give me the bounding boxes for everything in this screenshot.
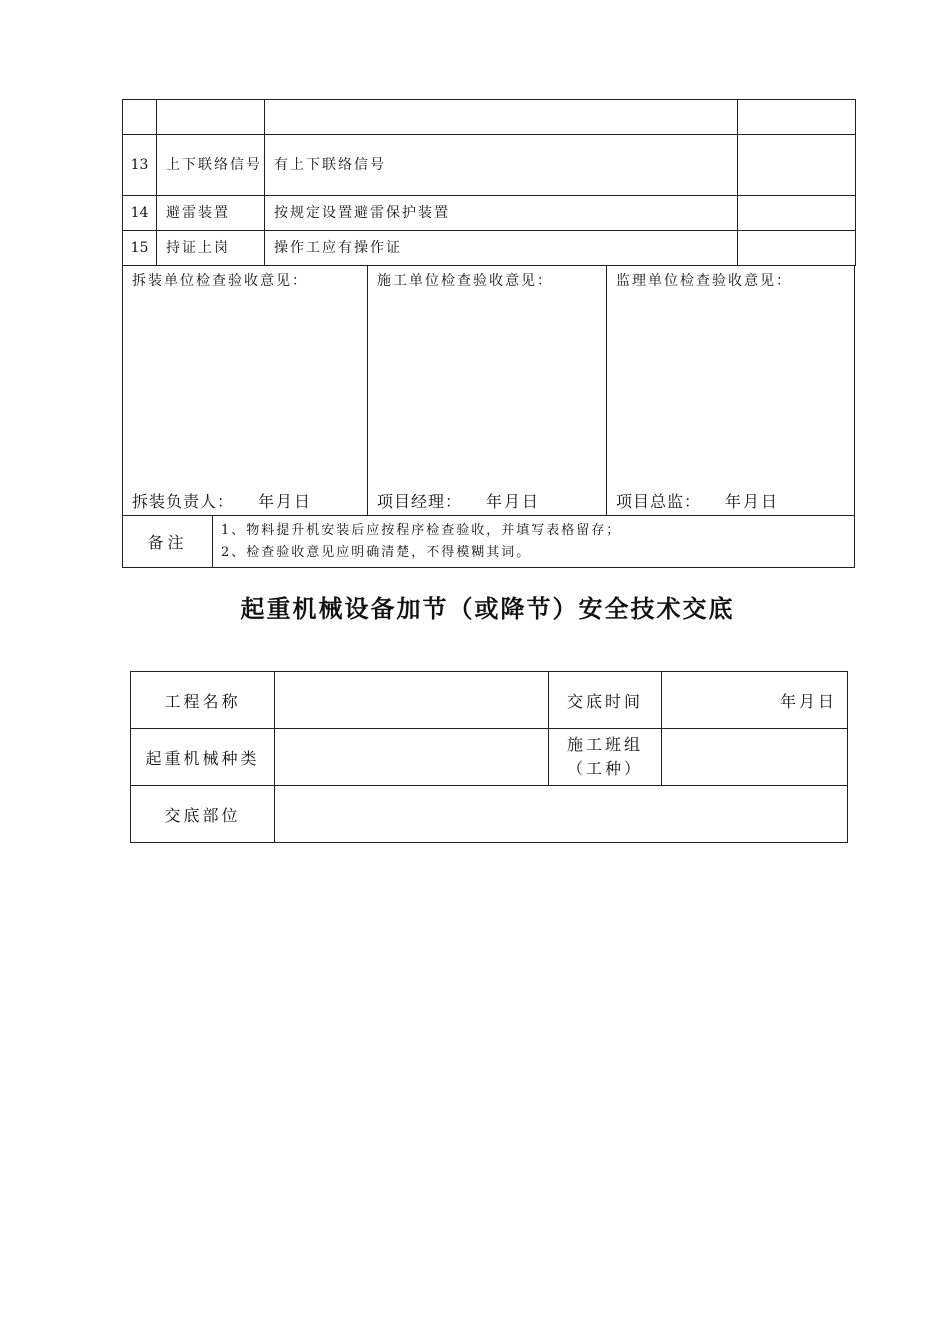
table-row bbox=[123, 196, 856, 231]
row-number: 13 bbox=[123, 135, 157, 196]
crew-field[interactable] bbox=[662, 729, 848, 786]
construction-opinion bbox=[368, 266, 607, 515]
inspection-item: 避雷装置 bbox=[157, 196, 265, 231]
remark-line: 1、物料提升机安装后应按程序检查验收，并填写表格留存； bbox=[221, 523, 622, 538]
briefing-time-field[interactable]: 年月日 bbox=[662, 672, 848, 729]
inspection-table bbox=[122, 99, 856, 266]
inspection-requirement: 按规定设置避雷保护装置 bbox=[265, 196, 738, 231]
location-field[interactable] bbox=[275, 786, 848, 843]
remarks-notes bbox=[221, 520, 621, 564]
table-row bbox=[131, 672, 848, 729]
inspection-item: 上下联络信号 bbox=[157, 135, 265, 196]
project-name-label: 工程名称 bbox=[131, 672, 275, 729]
table-row bbox=[131, 786, 848, 843]
remark-line: 2、检查验收意见应明确清楚，不得模糊其词。 bbox=[221, 545, 532, 560]
machine-type-label: 起重机械种类 bbox=[131, 729, 275, 786]
briefing-time-label: 交底时间 bbox=[549, 672, 662, 729]
acceptance-opinions bbox=[122, 266, 855, 516]
signature-date: 年月日 bbox=[258, 492, 313, 511]
inspection-requirement: 有上下联络信号 bbox=[265, 135, 738, 196]
inspection-requirement: 操作工应有操作证 bbox=[265, 231, 738, 266]
table-row bbox=[123, 135, 856, 196]
opinion-signature bbox=[132, 489, 312, 512]
signature-date: 年月日 bbox=[486, 492, 541, 511]
inspection-requirement bbox=[265, 100, 738, 135]
inspection-result bbox=[738, 196, 856, 231]
crew-label bbox=[549, 729, 662, 786]
inspection-result bbox=[738, 135, 856, 196]
location-label: 交底部位 bbox=[131, 786, 275, 843]
row-number bbox=[123, 100, 157, 135]
machine-type-field[interactable] bbox=[275, 729, 549, 786]
inspection-result bbox=[738, 100, 856, 135]
table-row bbox=[123, 231, 856, 266]
dismantling-opinion bbox=[123, 266, 368, 515]
signer-label: 项目经理： bbox=[377, 492, 463, 511]
signer-label: 拆装负责人： bbox=[132, 492, 235, 511]
row-number: 14 bbox=[123, 196, 157, 231]
inspection-item: 持证上岗 bbox=[157, 231, 265, 266]
supervision-opinion bbox=[607, 266, 854, 515]
opinion-heading: 施工单位检查验收意见： bbox=[377, 273, 553, 289]
row-number: 15 bbox=[123, 231, 157, 266]
table-row bbox=[123, 100, 856, 135]
opinion-heading: 拆装单位检查验收意见： bbox=[132, 273, 308, 289]
table-row bbox=[131, 729, 848, 786]
opinion-signature bbox=[616, 489, 779, 512]
crew-label-line: （工种） bbox=[566, 759, 643, 778]
inspection-result bbox=[738, 231, 856, 266]
opinion-heading: 监理单位检查验收意见： bbox=[616, 273, 792, 289]
signature-date: 年月日 bbox=[725, 492, 780, 511]
inspection-item bbox=[157, 100, 265, 135]
signer-label: 项目总监： bbox=[616, 492, 702, 511]
remarks-label: 备注 bbox=[123, 516, 213, 567]
document-title: 起重机械设备加节（或降节）安全技术交底 bbox=[240, 594, 735, 623]
remarks-row bbox=[122, 516, 855, 568]
crew-label-line: 施工班组 bbox=[566, 735, 643, 754]
briefing-table bbox=[130, 671, 848, 843]
project-name-field[interactable] bbox=[275, 672, 549, 729]
opinion-signature bbox=[377, 489, 540, 512]
